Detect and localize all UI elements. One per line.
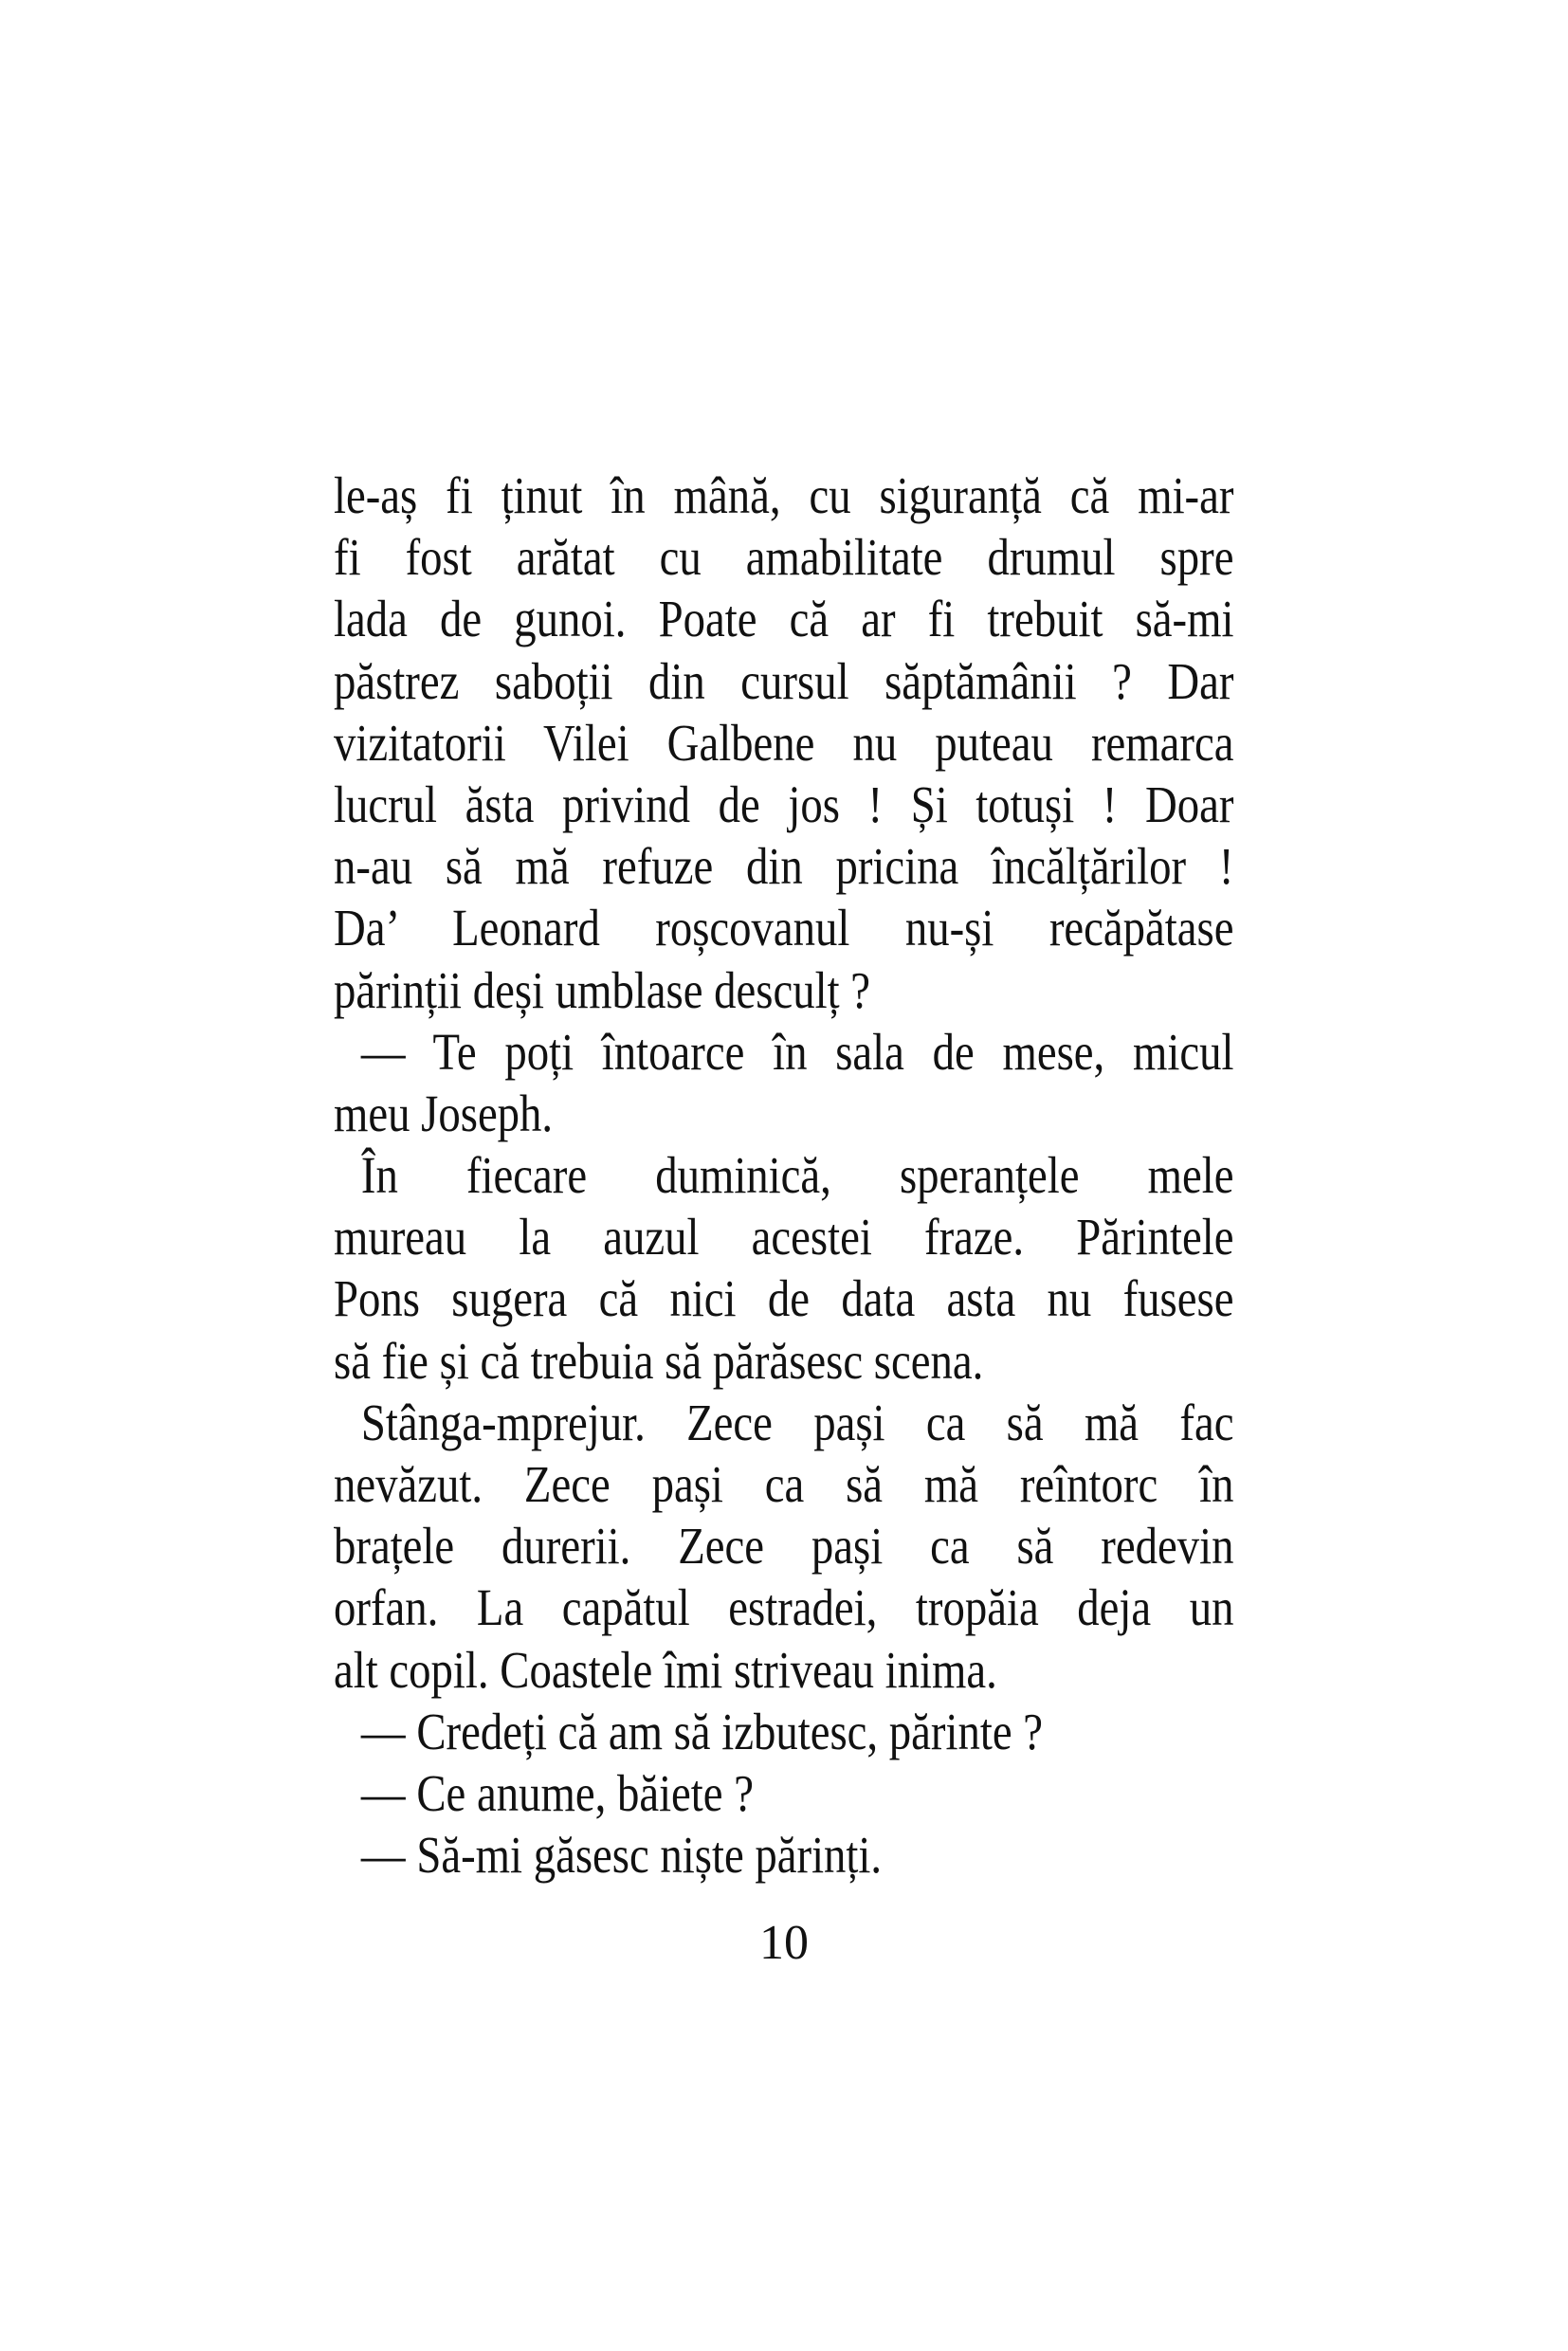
text-line: — Ce anume, băiete ? [360, 1763, 754, 1822]
page-number: 10 [759, 1916, 809, 1970]
text-line: brațele durerii. Zece pași ca să redevin [334, 1517, 1234, 1576]
text-line: — Să-mi găsesc niște părinți. [360, 1826, 883, 1885]
text-line: părinții deși umblase desculț ? [334, 960, 871, 1019]
text-line: — Te poți întoarce în sala de mese, micul [360, 1022, 1234, 1081]
text-line: n-au să mă refuze din pricina încălțărilor ! [334, 837, 1234, 896]
text-line: mureau la auzul acestei fraze. Părintele [334, 1208, 1234, 1267]
text-line: lucrul ăsta privind de jos ! Și totuși ! Doar [334, 775, 1234, 833]
text-line: lada de gunoi. Poate că ar fi trebuit să-mi [334, 590, 1234, 648]
text-line: păstrez saboții din cursul săptămânii ? Dar [334, 651, 1234, 710]
text-line: Pons sugera că nici de data asta nu fusese [334, 1269, 1234, 1328]
text-line: nevăzut. Zece pași ca să mă reîntorc în [334, 1455, 1234, 1513]
text-line: să fie și că trebuia să părăsesc scena. [334, 1331, 984, 1390]
text-line: orfan. La capătul estradei, tropăia deja un [334, 1578, 1234, 1637]
body-text [334, 465, 1233, 1886]
text-line: În fiecare duminică, speranțele mele [360, 1146, 1234, 1205]
text-line: meu Joseph. [334, 1084, 554, 1142]
text-line: vizitatorii Vilei Galbene nu puteau remarca [334, 713, 1234, 772]
text-line: fi fost arătat cu amabilitate drumul spre [334, 528, 1234, 587]
text-line: — Credeți că am să izbutesc, părinte ? [360, 1702, 1044, 1760]
text-line: Stânga-mprejur. Zece pași ca să mă fac [360, 1393, 1234, 1451]
text-line: alt copil. Coastele îmi striveau inima. [334, 1640, 997, 1699]
text-line: Da’ Leonard roșcovanul nu-și recăpătase [334, 899, 1234, 957]
text-line: le-aș fi ținut în mână, cu siguranță că mi-ar [334, 466, 1234, 524]
